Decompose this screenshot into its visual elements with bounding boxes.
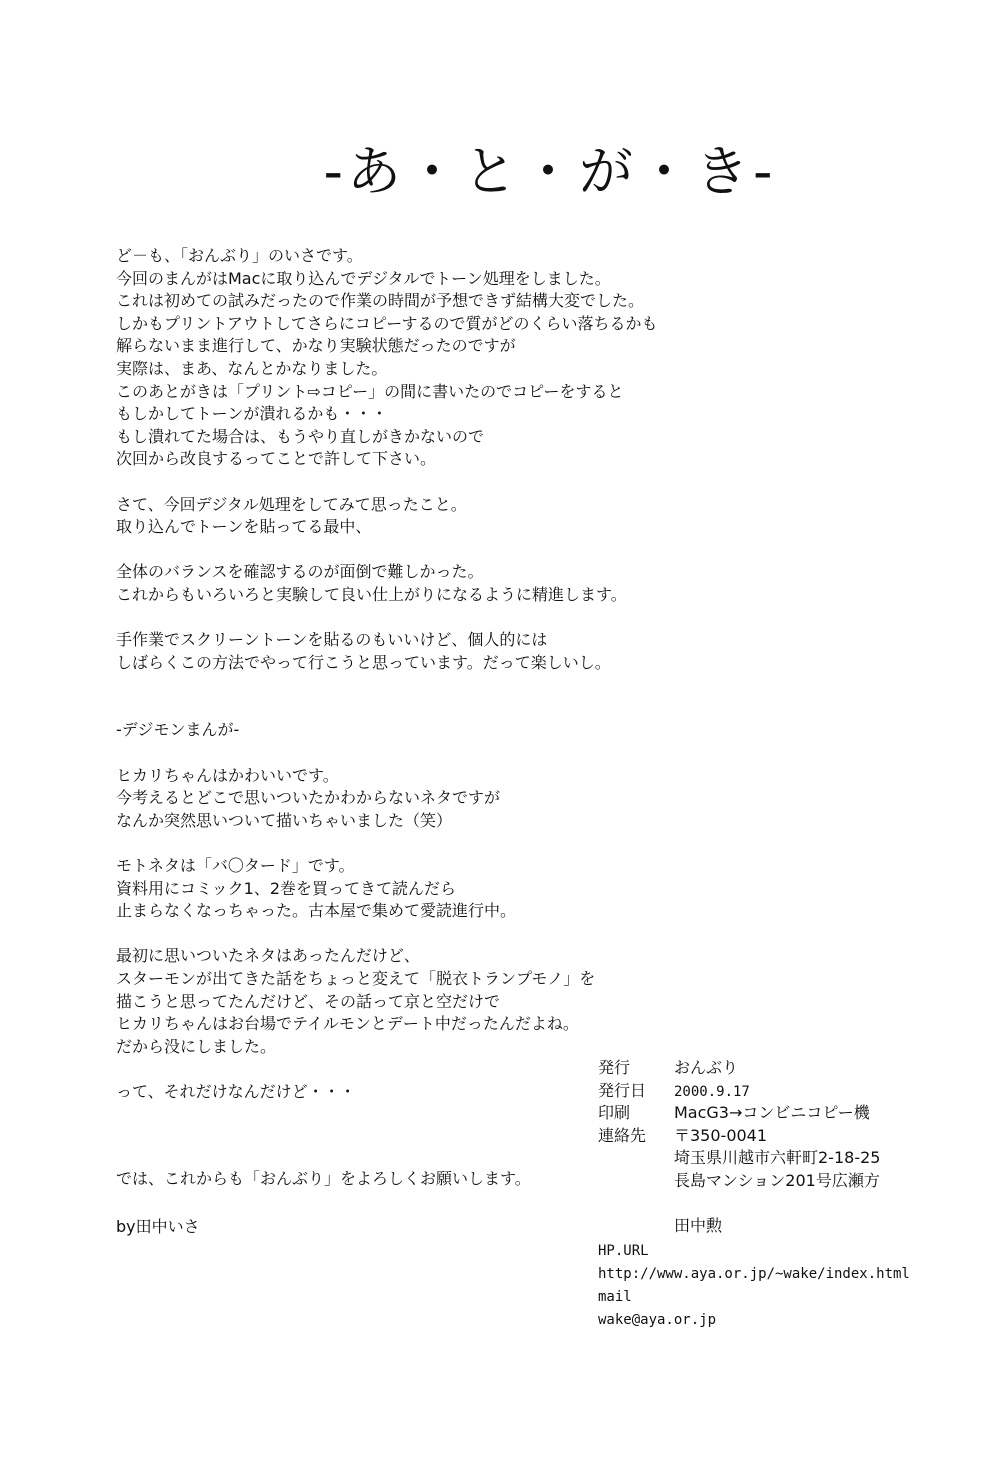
- text-line: 最初に思いついたネタはあったんだけど、: [116, 946, 420, 966]
- text-line: もしかしてトーンが潰れるかも・・・: [116, 404, 388, 424]
- text-line: 手作業でスクリーントーンを貼るのもいいけど、個人的には: [116, 630, 548, 650]
- closing-line: では、これからも「おんぶり」をよろしくお願いします。: [116, 1169, 531, 1188]
- text-line: 次回から改良するってことで許して下さい。: [116, 449, 437, 469]
- text-line: スターモンが出てきた話をちょっと変えて「脱衣トランプモノ」を: [116, 969, 596, 988]
- postal-code: 〒350-0041: [674, 1125, 768, 1145]
- text-line: ヒカリちゃんはかわいいです。: [116, 765, 339, 785]
- text-line: 取り込んでトーンを貼ってる最中、: [116, 517, 372, 537]
- text-line: 今考えるとどこで思いついたかわからないネタですが: [116, 788, 501, 808]
- text-line: 資料用にコミック1、2巻を買ってきて読んだら: [116, 878, 457, 898]
- text-line: モトネタは「バ〇タード」です。: [116, 856, 355, 876]
- address-line-2: 長島マンション201号広瀬方: [674, 1170, 880, 1190]
- publisher-value: おんぶり: [674, 1058, 739, 1077]
- colophon: [598, 1057, 880, 1238]
- print-value: MacG3→コンビニコピー機: [674, 1103, 870, 1123]
- colophon-publisher-row: [598, 1057, 880, 1080]
- text-line: これは初めての試みだったので作業の時間が予想できず結構大変でした。: [116, 291, 645, 311]
- date-label: 発行日: [598, 1080, 647, 1100]
- text-line: 解らないまま進行して、かなり実験状態だったのですが: [116, 336, 516, 356]
- mail-address[interactable]: wake@aya.or.jp: [598, 1312, 717, 1328]
- colophon-print-row: [598, 1102, 880, 1125]
- text-line: もし潰れてた場合は、もうやり直しがきかないので: [116, 426, 485, 446]
- trailing-remark: って、それだけなんだけど・・・: [116, 1082, 356, 1101]
- hp-url[interactable]: http://www.aya.or.jp/~wake/index.html: [598, 1266, 910, 1282]
- colophon-date-row: [598, 1080, 880, 1103]
- page-title: -あ・と・が・き-: [323, 140, 777, 203]
- text-line: さて、今回デジタル処理をしてみて思ったこと。: [116, 494, 467, 514]
- text-line: 今回のまんがはMacに取り込んでデジタルでトーン処理をしました。: [116, 268, 611, 288]
- colophon-contact-row: [598, 1125, 880, 1148]
- text-line: 止まらなくなっちゃった。古本屋で集めて愛読進行中。: [116, 901, 517, 921]
- publisher-label: 発行: [598, 1058, 631, 1077]
- mail-label: mail: [598, 1289, 632, 1305]
- author-byline: by田中いさ: [116, 1217, 200, 1236]
- text-line: しかもプリントアウトしてさらにコピーするので質がどのくらい落ちるかも: [116, 313, 658, 333]
- contact-label: 連絡先: [598, 1125, 647, 1145]
- text-line: ど－も、「おんぶり」のいさです。: [116, 246, 363, 265]
- text-line: 全体のバランスを確認するのが面倒で難しかった。: [116, 562, 484, 582]
- date-value: 2000.9.17: [674, 1083, 750, 1100]
- text-line: これからもいろいろと実験して良い仕上がりになるように精進します。: [116, 584, 627, 604]
- text-line: このあとがきは「プリント⇨コピー」の間に書いたのでコピーをすると: [116, 381, 624, 401]
- text-line: なんか突然思いついて描いちゃいました（笑）: [116, 810, 453, 830]
- contact-info: [598, 1240, 910, 1332]
- section-heading: -デジモンまんが-: [116, 720, 240, 740]
- afterword-body: [116, 245, 816, 1058]
- print-label: 印刷: [598, 1103, 631, 1123]
- text-line: ヒカリちゃんはお台場でテイルモンとデート中だったんだよね。: [116, 1014, 579, 1034]
- address-line-1: 埼玉県川越市六軒町2-18-25: [674, 1148, 881, 1168]
- contact-name: 田中勲: [674, 1216, 723, 1236]
- text-line: しばらくこの方法でやって行こうと思っています。だって楽しいし。: [116, 652, 611, 672]
- text-line: だから没にしました。: [116, 1036, 277, 1056]
- hp-label: HP.URL: [598, 1243, 649, 1259]
- text-line: 実際は、まあ、なんとかなりました。: [116, 358, 388, 378]
- text-line: 描こうと思ってたんだけど、その話って京と空だけで: [116, 991, 501, 1011]
